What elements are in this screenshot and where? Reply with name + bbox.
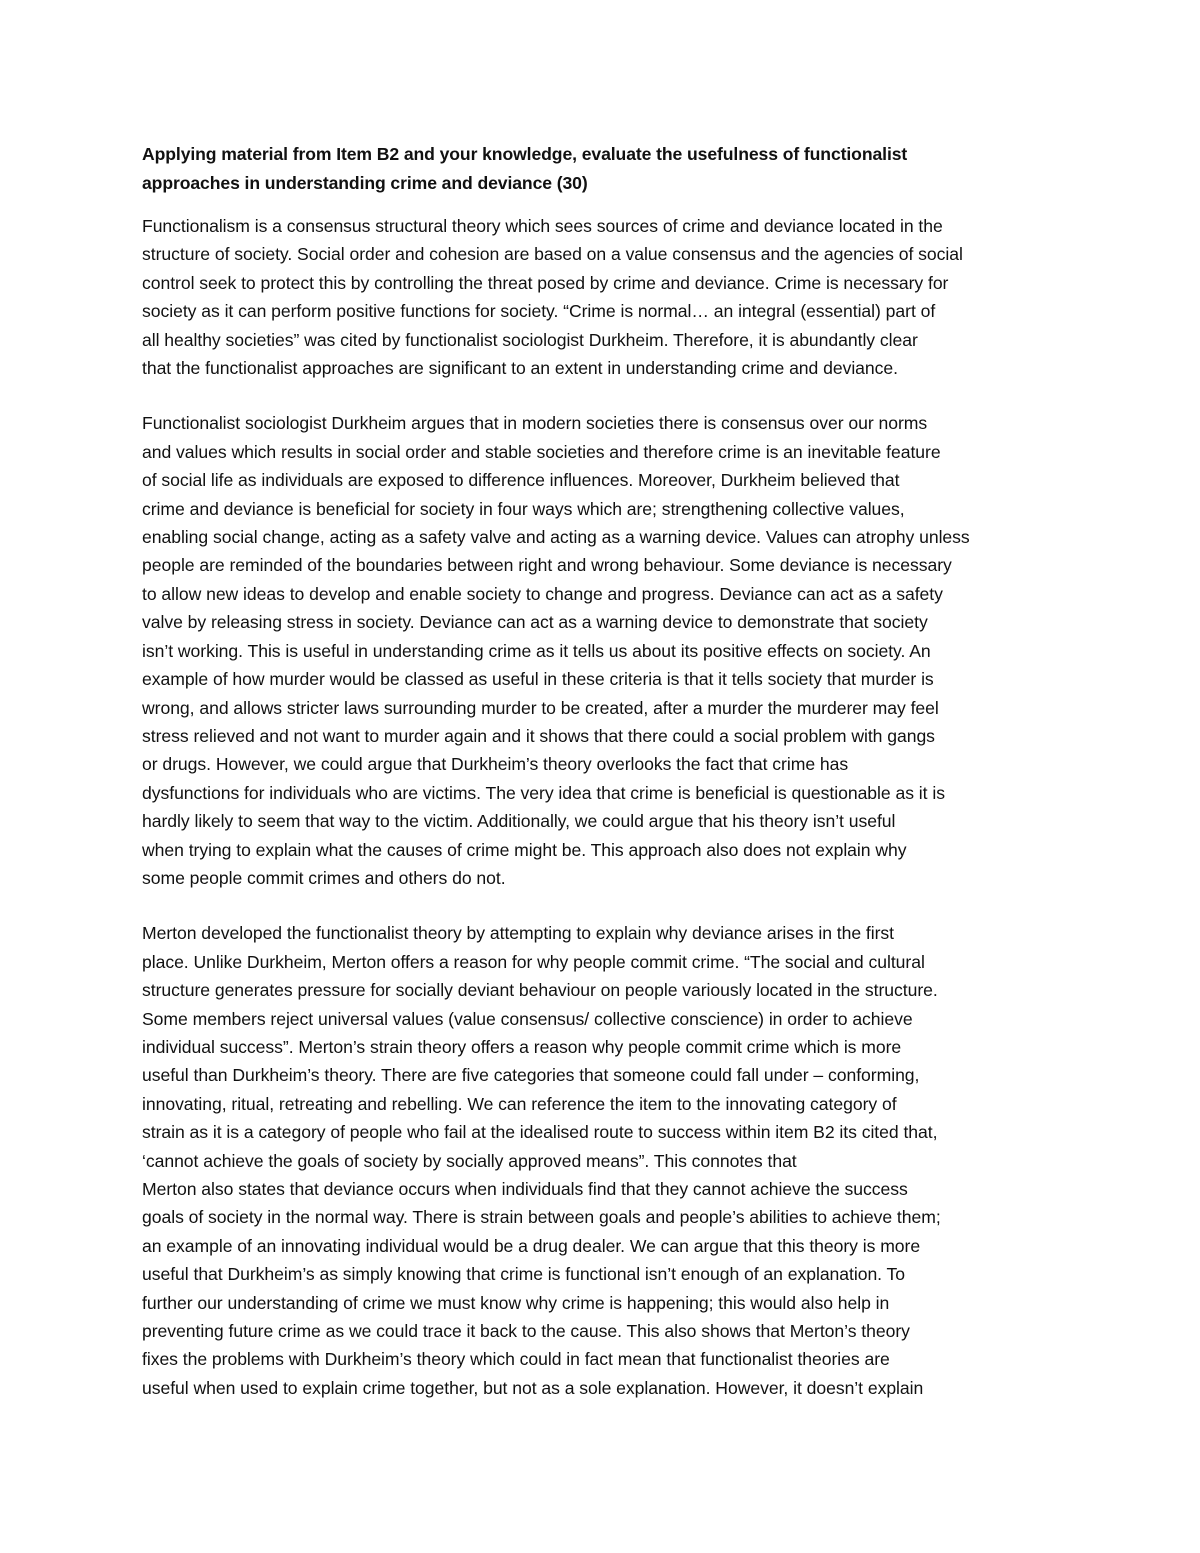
document-body bbox=[142, 140, 1072, 1402]
paragraph-introduction: Functionalism is a consensus structural theory which sees sources of crime and deviance located in the structure of society. Social order and cohesion are based on a value consensus and the agencies of social control seek to protect this by controlling the threat posed by crime and deviance. Crime is necessary for society as it can perform positive functions for society. “Crime is normal… an integral (essential) part of all healthy societies” was cited by functionalist sociologist Durkheim. Therefore, it is abundantly clear that the functionalist approaches are significant to an extent in understanding crime and deviance. bbox=[142, 216, 963, 379]
essay-question-heading: Applying material from Item B2 and your knowledge, evaluate the usefulness of functionalist approaches in understanding crime and deviance (30) bbox=[142, 144, 908, 193]
paragraph-merton: Merton developed the functionalist theory by attempting to explain why deviance arises in the first place. Unlike Durkheim, Merton offers a reason for why people commit crime. “The social and cultural structure generates pressure for socially deviant behaviour on people variously located in the structure. Some members reject universal values (value consensus/ collective conscience) in order to achieve individual success”. Merton’s strain theory offers a reason why people commit crime which is more useful than Durkheim’s theory. There are five categories that someone could fall under – conforming, innovating, ritual, retreating and rebelling. We can reference the item to the innovating category of strain as it is a category of people who fail at the idealised route to success within item B2 its cited that, ‘cannot achieve the goals of society by socially approved means”. This connotes that Merton also states that deviance occurs when individuals find that they cannot achieve the success goals of society in the normal way. There is strain between goals and people’s abilities to achieve them; an example of an innovating individual would be a drug dealer. We can argue that this theory is more useful that Durkheim’s as simply knowing that crime is functional isn’t enough of an explanation. To further our understanding of crime we must know why crime is happening; this would also help in preventing future crime as we could trace it back to the cause. This also shows that Merton’s theory fixes the problems with Durkheim’s theory which could in fact mean that functionalist theories are useful when used to explain crime together, but not as a sole explanation. However, it doesn’t explain bbox=[142, 923, 941, 1398]
paragraph-durkheim: Functionalist sociologist Durkheim argues that in modern societies there is consensus over our norms and values which results in social order and stable societies and therefore crime is an inevitable feature of social life as individuals are exposed to difference influences. Moreover, Durkheim believed that crime and deviance is beneficial for society in four ways which are; strengthening collective values, enabling social change, acting as a safety valve and acting as a warning device. Values can atrophy unless people are reminded of the boundaries between right and wrong behaviour. Some deviance is necessary to allow new ideas to develop and enable society to change and progress. Deviance can act as a safety valve by releasing stress in society. Deviance can act as a warning device to demonstrate that society isn’t working. This is useful in understanding crime as it tells us about its positive effects on society. An example of how murder would be classed as useful in these criteria is that it tells society that murder is wrong, and allows stricter laws surrounding murder to be created, after a murder the murderer may feel stress relieved and not want to murder again and it shows that there could a social problem with gangs or drugs. However, we could argue that Durkheim’s theory overlooks the fact that crime has dysfunctions for individuals who are victims. The very idea that crime is beneficial is questionable as it is hardly likely to seem that way to the victim. Additionally, we could argue that his theory isn’t useful when trying to explain what the causes of crime might be. This approach also does not explain why some people commit crimes and others do not. bbox=[142, 413, 970, 888]
